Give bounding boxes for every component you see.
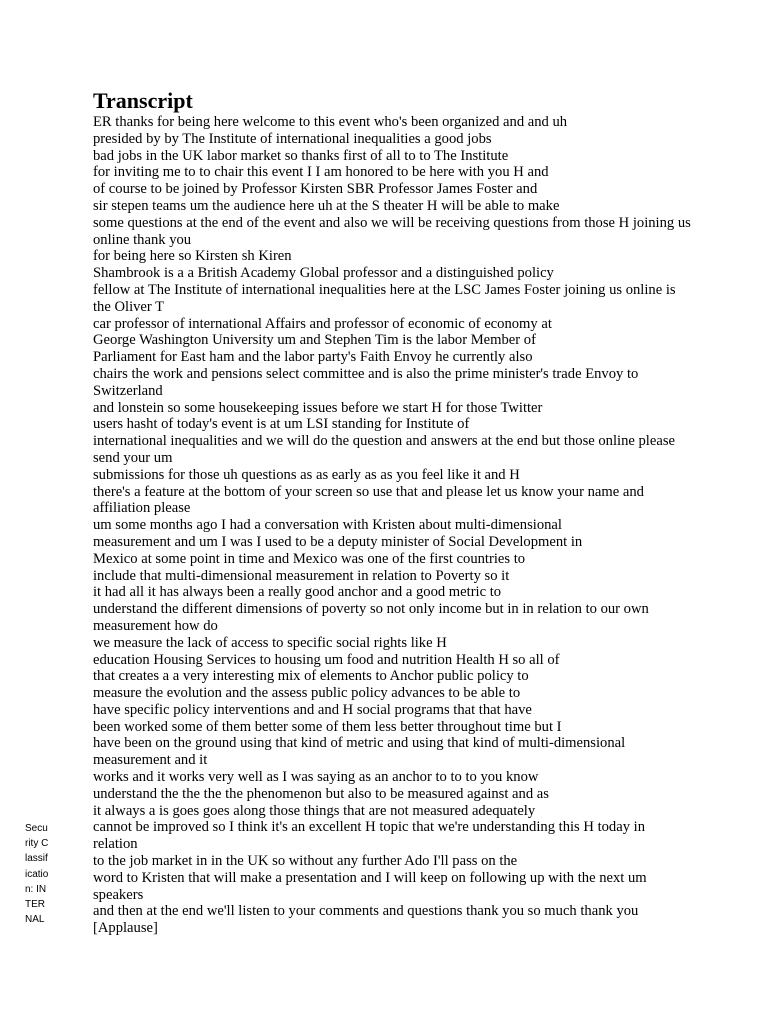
transcript-line: chairs the work and pensions select committee and is also the prime minister's trade Envoy to Switzerland [93, 365, 642, 399]
transcript-line: it always a is goes goes along those things that are not measured adequately [93, 802, 536, 819]
transcript-line: George Washington University um and Stephen Tim is the labor Member of [93, 332, 536, 349]
page-title: Transcript [93, 88, 193, 113]
transcript-line: have been on the ground using that kind of metric and using that kind of multi-dimensional measurement and it [93, 735, 629, 769]
transcript-line: Shambrook is a a British Academy Global professor and a distinguished policy [93, 265, 554, 282]
transcript-line: of course to be joined by Professor Kirsten SBR Professor James Foster and [93, 181, 538, 198]
transcript-line: to the job market in in the UK so without any further Ado I'll pass on the [93, 853, 518, 870]
transcript-line: education Housing Services to housing um food and nutrition Health H so all of [93, 651, 560, 668]
transcript-line: works and it works very well as I was saying as an anchor to to to you know [93, 769, 539, 786]
transcript-line: understand the the the the phenomenon but also to be measured against and as [93, 785, 549, 802]
transcript-line: um some months ago I had a conversation with Kristen about multi-dimensional [93, 517, 562, 534]
transcript-line: include that multi-dimensional measurement in relation to Poverty so it [93, 567, 510, 584]
transcript-line: measurement and um I was I used to be a deputy minister of Social Development in [93, 533, 583, 550]
transcript-line: and lonstein so some housekeeping issues before we start H for those Twitter [93, 399, 543, 416]
transcript-body [93, 114, 693, 937]
transcript-line: international inequalities and we will do the question and answers at the end but those online please send your um [93, 433, 679, 466]
transcript-line: presided by by The Institute of international inequalities a good jobs [93, 130, 492, 147]
transcript-line: we measure the lack of access to specific social rights like H [93, 634, 447, 651]
transcript-line: there's a feature at the bottom of your screen so use that and please let us know your name and affiliation please [93, 483, 648, 517]
transcript-line: sir stepen teams um the audience here uh at the S theater H will be able to make [93, 197, 560, 214]
transcript-line: it had all it has always been a really good anchor and a good metric to [93, 584, 502, 601]
transcript-line: [Applause] [93, 920, 158, 937]
transcript-line: Parliament for East ham and the labor party's Faith Envoy he currently also [93, 349, 533, 366]
transcript-line: some questions at the end of the event and also we will be receiving questions from those H joining us online thank you [93, 214, 695, 248]
transcript-content [93, 88, 693, 937]
transcript-line: cannot be improved so I think it's an excellent H topic that we're understanding this H today in relation [93, 819, 649, 853]
transcript-line: word to Kristen that will make a presentation and I will keep on following up with the next um speakers [93, 869, 651, 903]
transcript-line: understand the different dimensions of poverty so not only income but in in relation to our own measurement how do [93, 601, 653, 634]
transcript-line: fellow at The Institute of international inequalities here at the LSC James Foster joining us online is the Oliver T [93, 281, 680, 315]
transcript-line: submissions for those uh questions as as early as as you feel like it and H [93, 466, 520, 483]
transcript-line: for being here so Kirsten sh Kiren [93, 248, 292, 265]
transcript-line: been worked some of them better some of them less better throughout time but I [93, 718, 562, 735]
transcript-line: bad jobs in the UK labor market so thanks first of all to to The Institute [93, 147, 509, 164]
transcript-line: Mexico at some point in time and Mexico was one of the first countries to [93, 550, 526, 567]
transcript-line: and then at the end we'll listen to your comments and questions thank you so much thank you [93, 903, 639, 920]
transcript-line: users hasht of today's event is at um LSI standing for Institute of [93, 416, 470, 433]
transcript-line: car professor of international Affairs and professor of economic of economy at [93, 315, 552, 332]
transcript-line: have specific policy interventions and and H social programs that that have [93, 701, 532, 718]
transcript-line: measure the evolution and the assess public policy advances to be able to [93, 685, 521, 702]
security-classification-label: Security Classification: INTERNAL [25, 823, 49, 926]
transcript-line: ER thanks for being here welcome to this event who's been organized and and uh [93, 114, 568, 130]
transcript-line: for inviting me to to chair this event I I am honored to be here with you H and [93, 164, 549, 181]
transcript-line: that creates a a very interesting mix of elements to Anchor public policy to [93, 668, 529, 685]
